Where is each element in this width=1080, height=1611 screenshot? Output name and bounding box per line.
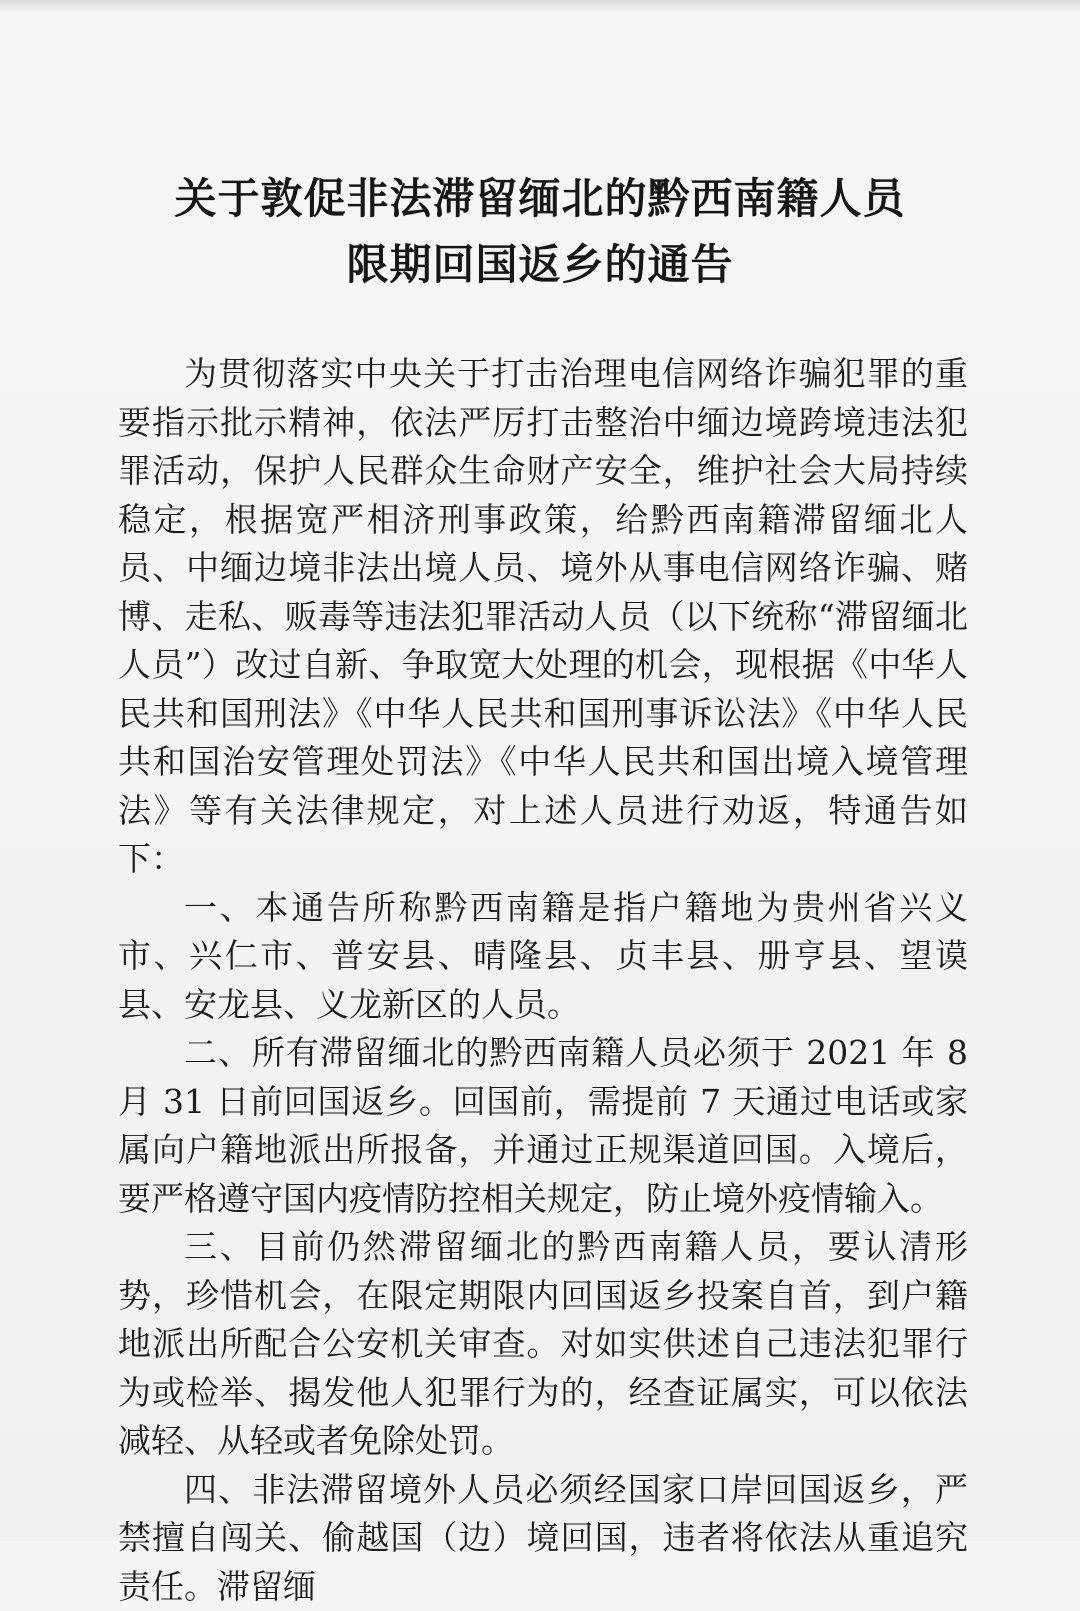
paragraph-clause-3: 三、目前仍然滞留缅北的黔西南籍人员，要认清形势，珍惜机会，在限定期限内回国返乡投案自首，到户籍地派出所配合公安机关审查。对如实供述自己违法犯罪行为或检举、揭发他人犯罪行为的，经查证属实，可以依法减轻、从轻或者免除处罚。: [118, 1223, 968, 1466]
paragraph-intro: 为贯彻落实中央关于打击治理电信网络诈骗犯罪的重要指示批示精神，依法严厉打击整治中缅边境跨境违法犯罪活动，保护人民群众生命财产安全，维护社会大局持续稳定，根据宽严相济刑事政策，给黔西南籍滞留缅北人员、中缅边境非法出境人员、境外从事电信网络诈骗、赌博、走私、贩毒等违法犯罪活动人员（以下统称“滞留缅北人员”）改过自新、争取宽大处理的机会，现根据《中华人民共和国刑法》《中华人民共和国刑事诉讼法》《中华人民共和国治安管理处罚法》《中华人民共和国出境入境管理法》等有关法律规定，对上述人员进行劝返，特通告如下：: [118, 350, 968, 884]
paragraph-clause-4: 四、非法滞留境外人员必须经国家口岸回国返乡，严禁擅自闯关、偷越国（边）境回国，违者将依法从重追究责任。滞留缅: [118, 1466, 968, 1611]
document-title-line-1: 关于敦促非法滞留缅北的黔西南籍人员: [0, 166, 1080, 226]
document-body: [118, 350, 968, 1611]
scan-edge-shadow: [0, 0, 1080, 14]
document-title-line-2: 限期回国返乡的通告: [0, 232, 1080, 292]
paragraph-clause-1: 一、本通告所称黔西南籍是指户籍地为贵州省兴义市、兴仁市、普安县、晴隆县、贞丰县、册亨县、望谟县、安龙县、义龙新区的人员。: [118, 884, 968, 1030]
paragraph-clause-2: 二、所有滞留缅北的黔西南籍人员必须于 2021 年 8 月 31 日前回国返乡。回国前，需提前 7 天通过电话或家属向户籍地派出所报备，并通过正规渠道回国。入境后，要严格遵守国内疫情防控相关规定，防止境外疫情输入。: [118, 1029, 968, 1223]
